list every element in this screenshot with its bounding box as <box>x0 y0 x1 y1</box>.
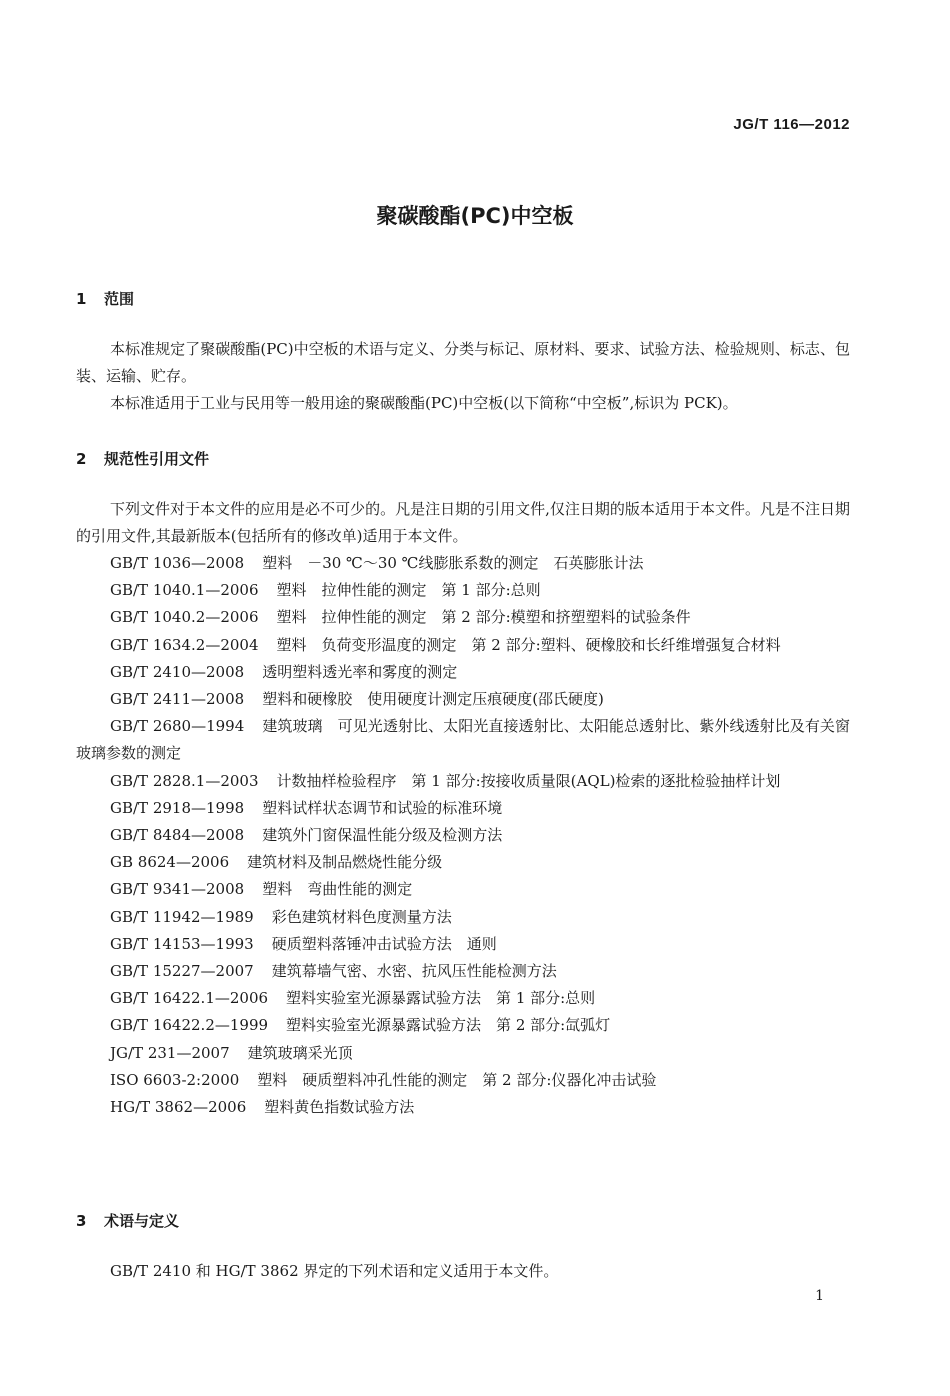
reference-title: 塑料试样状态调节和试验的标准环境 <box>262 798 503 817</box>
reference-title: 建筑幕墙气密、水密、抗风压性能检测方法 <box>271 962 557 981</box>
section-number: 1 <box>76 290 87 308</box>
reference-code: HG/T 3862—2006 <box>110 1098 247 1117</box>
reference-item <box>76 849 850 876</box>
reference-code: GB/T 2680—1994 <box>110 717 245 736</box>
reference-code: GB/T 2828.1—2003 <box>110 771 259 790</box>
reference-code: GB/T 2411—2008 <box>110 690 245 709</box>
reference-item <box>76 904 850 931</box>
reference-code: GB/T 15227—2007 <box>110 962 254 981</box>
reference-item <box>76 550 850 577</box>
reference-code: ISO 6603-2:2000 <box>110 1070 240 1089</box>
reference-title: 建筑外门窗保温性能分级及检测方法 <box>262 826 503 845</box>
reference-code: GB/T 8484—2008 <box>110 826 245 845</box>
normative-refs-intro: 下列文件对于本文件的应用是必不可少的。凡是注日期的引用文件,仅注日期的版本适用于本文件。凡是不注日期的引用文件,其最新版本(包括所有的修改单)适用于本文件。 <box>76 500 850 545</box>
reference-title: 塑料黄色指数试验方法 <box>264 1098 415 1117</box>
reference-title: 塑料和硬橡胶 使用硬度计测定压痕硬度(邵氏硬度) <box>262 690 604 709</box>
reference-code: JG/T 231—2007 <box>110 1043 230 1062</box>
reference-item <box>76 713 850 767</box>
reference-title: 建筑玻璃 可见光透射比、太阳光直接透射比、太阳能总透射比、紫外线透射比及有关窗玻璃参数的测定 <box>76 717 850 763</box>
reference-code: GB/T 9341—2008 <box>110 880 245 899</box>
reference-code: GB 8624—2006 <box>110 853 230 872</box>
section-1-heading <box>76 288 134 309</box>
reference-item <box>76 1094 850 1121</box>
reference-title: 计数抽样检验程序 第 1 部分:按接收质量限(AQL)检索的逐批检验抽样计划 <box>276 771 781 790</box>
reference-title: 塑料 负荷变形温度的测定 第 2 部分:塑料、硬橡胶和长纤维增强复合材料 <box>276 635 781 654</box>
section-title: 术语与定义 <box>104 1212 180 1230</box>
reference-list <box>76 550 850 1121</box>
section-2-heading <box>76 448 209 469</box>
scope-paragraph-2: 本标准适用于工业与民用等一般用途的聚碳酸酯(PC)中空板(以下简称“中空板”,标识为 PCK)。 <box>110 394 738 412</box>
reference-title: 塑料 拉伸性能的测定 第 2 部分:模塑和挤塑塑料的试验条件 <box>276 608 691 627</box>
terms-intro: GB/T 2410 和 HG/T 3862 界定的下列术语和定义适用于本文件。 <box>110 1262 559 1280</box>
reference-title: 硬质塑料落锤冲击试验方法 通则 <box>271 934 497 953</box>
reference-item <box>76 632 850 659</box>
reference-item <box>76 768 850 795</box>
reference-item <box>76 822 850 849</box>
reference-item <box>76 1067 850 1094</box>
section-number: 3 <box>76 1212 87 1230</box>
reference-code: GB/T 1040.1—2006 <box>110 581 259 600</box>
reference-code: GB/T 11942—1989 <box>110 907 254 926</box>
reference-title: 塑料实验室光源暴露试验方法 第 1 部分:总则 <box>286 989 596 1008</box>
reference-item <box>76 931 850 958</box>
reference-code: GB/T 1040.2—2006 <box>110 608 259 627</box>
document-title: 聚碳酸酯(PC)中空板 <box>376 204 574 228</box>
reference-item <box>76 958 850 985</box>
reference-item <box>76 604 850 631</box>
reference-item <box>76 577 850 604</box>
reference-title: 塑料实验室光源暴露试验方法 第 2 部分:氙弧灯 <box>286 1016 611 1035</box>
reference-item <box>76 876 850 903</box>
reference-code: GB/T 1634.2—2004 <box>110 635 259 654</box>
reference-item <box>76 659 850 686</box>
standard-code: JG/T 116—2012 <box>733 116 850 133</box>
page-number: 1 <box>815 1288 824 1304</box>
reference-item <box>76 795 850 822</box>
section-title: 范围 <box>104 290 135 308</box>
reference-title: 塑料 硬质塑料冲孔性能的测定 第 2 部分:仪器化冲击试验 <box>257 1070 657 1089</box>
reference-title: 建筑玻璃采光顶 <box>247 1043 353 1062</box>
reference-title: 塑料 拉伸性能的测定 第 1 部分:总则 <box>276 581 541 600</box>
reference-title: 塑料 －30 ℃～30 ℃线膨胀系数的测定 石英膨胀计法 <box>262 554 644 572</box>
reference-item <box>76 985 850 1012</box>
reference-code: GB/T 2410—2008 <box>110 662 245 681</box>
reference-code: GB/T 1036—2008 <box>110 554 245 572</box>
reference-item <box>76 686 850 713</box>
reference-code: GB/T 16422.2—1999 <box>110 1016 269 1035</box>
reference-item <box>76 1040 850 1067</box>
section-number: 2 <box>76 450 87 468</box>
reference-title: 塑料 弯曲性能的测定 <box>262 880 413 899</box>
section-3-heading <box>76 1210 179 1231</box>
reference-code: GB/T 16422.1—2006 <box>110 989 269 1008</box>
reference-title: 彩色建筑材料色度测量方法 <box>271 907 452 926</box>
scope-paragraph-1: 本标准规定了聚碳酸酯(PC)中空板的术语与定义、分类与标记、原材料、要求、试验方法、检验规则、标志、包装、运输、贮存。 <box>76 340 850 385</box>
reference-code: GB/T 14153—1993 <box>110 934 254 953</box>
reference-item <box>76 1012 850 1039</box>
section-title: 规范性引用文件 <box>104 450 210 468</box>
reference-title: 透明塑料透光率和雾度的测定 <box>262 662 458 681</box>
reference-title: 建筑材料及制品燃烧性能分级 <box>247 853 443 872</box>
reference-code: GB/T 2918—1998 <box>110 798 245 817</box>
